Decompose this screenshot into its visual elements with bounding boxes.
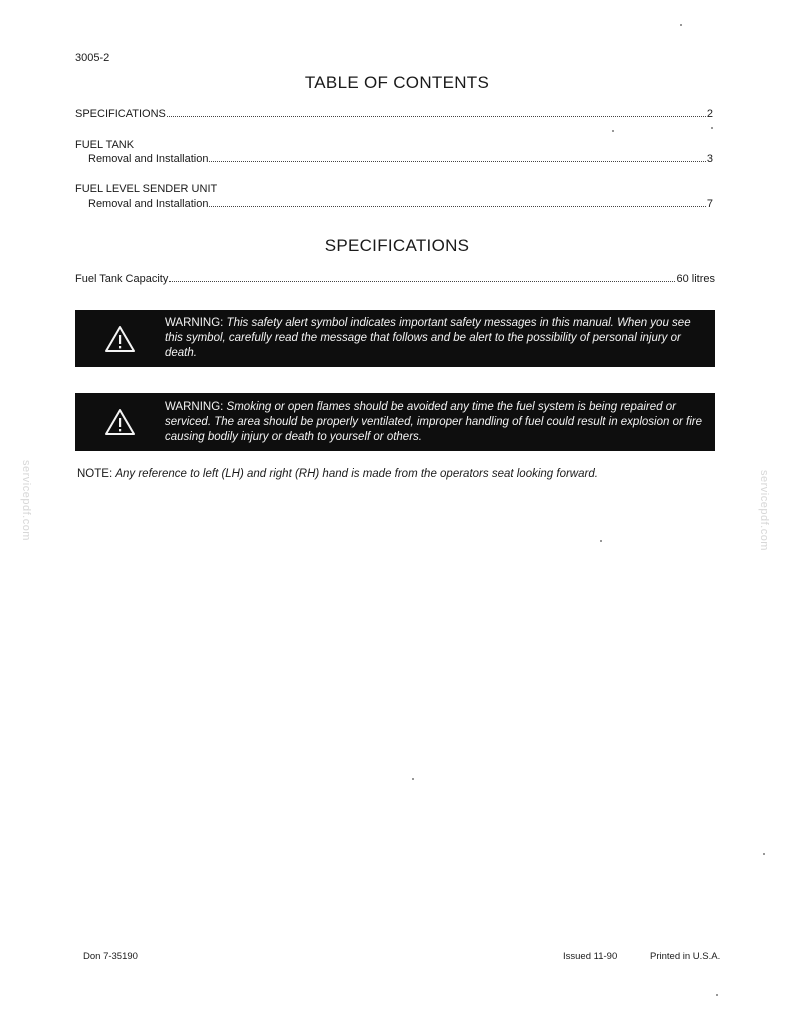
leader-dots bbox=[167, 115, 706, 117]
warning-text: This safety alert symbol indicates important safety messages in this manual. When you see this symbol, carefully read the message that follows and be alert to the possibility of personal injury or death. bbox=[165, 317, 691, 359]
warning-lead: WARNING: bbox=[165, 317, 227, 329]
toc-title: TABLE OF CONTENTS bbox=[304, 73, 490, 92]
toc-heading-fuel-level-sender: FUEL LEVEL SENDER UNIT bbox=[75, 183, 218, 195]
specifications-title: SPECIFICATIONS bbox=[324, 236, 470, 255]
spec-row-fuel-tank-capacity bbox=[75, 273, 715, 285]
warning-message bbox=[165, 400, 715, 445]
footer-issued-date: Issued 11-90 bbox=[563, 951, 618, 962]
watermark-left: servicepdf.com bbox=[20, 460, 32, 541]
toc-heading-fuel-tank: FUEL TANK bbox=[75, 139, 135, 151]
toc-entry-label: Removal and Installation bbox=[88, 198, 209, 210]
toc-entry-fuel-tank-removal[interactable] bbox=[88, 153, 713, 165]
toc-entry-specifications[interactable] bbox=[75, 108, 713, 120]
scan-speck bbox=[600, 540, 602, 542]
warning-text: Smoking or open flames should be avoided any time the fuel system is being repaired or serviced. The area should be properly ventilated, improper handling of fuel could result in explosion or fire causing bodily injury or death to yourself or others. bbox=[165, 400, 702, 443]
scan-speck bbox=[763, 853, 765, 855]
toc-entry-page: 2 bbox=[706, 108, 713, 120]
note-text: Any reference to left (LH) and right (RH) hand is made from the operators seat looking forward. bbox=[115, 468, 598, 480]
toc-entry-page: 3 bbox=[706, 153, 713, 165]
note-label: NOTE: bbox=[77, 468, 116, 480]
scan-speck bbox=[612, 130, 614, 132]
toc-entry-page: 7 bbox=[706, 198, 713, 210]
warning-box-safety-symbol bbox=[75, 310, 715, 367]
leader-dots bbox=[209, 160, 705, 162]
document-number: 3005-2 bbox=[75, 52, 110, 64]
note-paragraph bbox=[77, 468, 598, 480]
leader-dots bbox=[209, 205, 705, 207]
watermark-right: servicepdf.com bbox=[758, 470, 770, 551]
warning-message bbox=[165, 316, 715, 361]
scan-speck bbox=[716, 994, 718, 996]
toc-entry-label: Removal and Installation bbox=[88, 153, 209, 165]
warning-triangle-icon bbox=[75, 408, 165, 436]
spec-label: Fuel Tank Capacity bbox=[75, 273, 169, 285]
spec-value: 60 litres bbox=[676, 273, 715, 285]
scan-speck bbox=[711, 127, 713, 129]
footer-printed-location: Printed in U.S.A. bbox=[650, 951, 721, 962]
toc-entry-sender-removal[interactable] bbox=[88, 198, 713, 210]
footer-document-code: Don 7-35190 bbox=[83, 951, 138, 962]
warning-lead: WARNING: bbox=[165, 400, 227, 413]
leader-dots bbox=[169, 280, 675, 282]
warning-triangle-icon bbox=[75, 325, 165, 353]
warning-box-fuel-system bbox=[75, 393, 715, 451]
toc-entry-label: SPECIFICATIONS bbox=[75, 108, 166, 120]
scan-speck bbox=[680, 24, 682, 26]
scan-speck bbox=[412, 778, 414, 780]
